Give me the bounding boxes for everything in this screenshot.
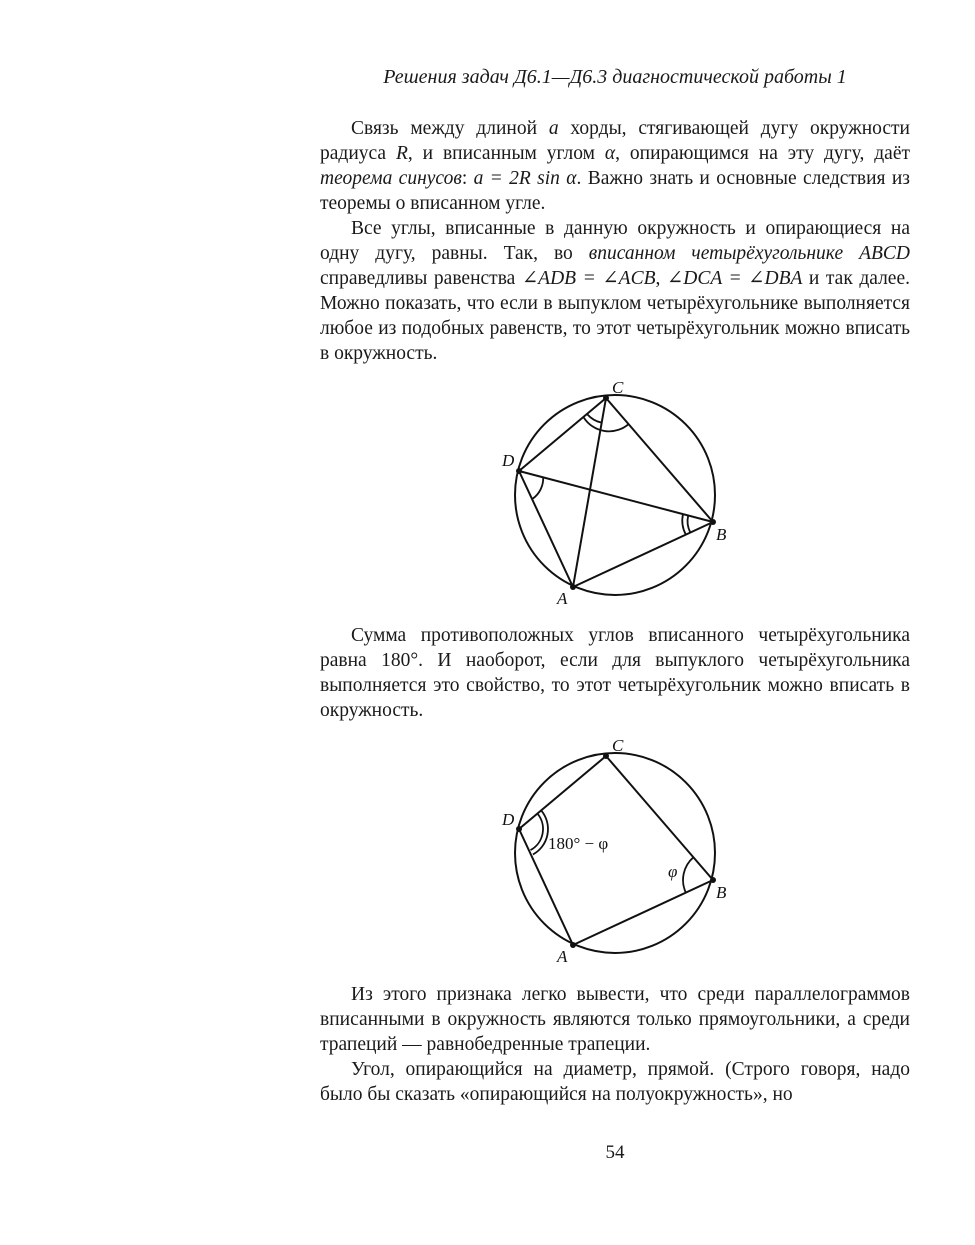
page-number: 54 xyxy=(605,1142,625,1163)
point-c xyxy=(603,395,609,401)
text-span: справедливы равенства xyxy=(320,268,522,289)
text-span: . Важно знать и основные следствия из теоремы о вписанном угле. xyxy=(320,168,911,214)
angle-label-d: 180° − φ xyxy=(548,834,609,853)
math-quad-abcd: ABCD xyxy=(859,243,911,264)
label-a: A xyxy=(557,947,568,966)
angle-arc-d xyxy=(533,477,543,498)
text-span: Связь между длиной xyxy=(351,118,549,139)
text-block-3 xyxy=(320,982,910,1107)
text-span: , xyxy=(655,268,667,289)
text-block-2 xyxy=(320,623,910,723)
text-span: , и вписанным углом xyxy=(407,143,605,164)
angle-label-b: φ xyxy=(668,862,678,881)
angle-arc-c-2 xyxy=(584,418,629,432)
figure-inscribed-angles xyxy=(490,374,740,610)
text-span: хорды, стягивающей дугу окружности радиуса xyxy=(320,118,910,164)
label-b: B xyxy=(716,883,727,902)
text-span xyxy=(843,243,859,264)
running-header: Решения задач Д6.1—Д6.3 диагностической работы 1 xyxy=(383,66,847,88)
math-var-a: a xyxy=(548,118,559,139)
diagonal-db xyxy=(519,471,713,522)
point-d xyxy=(516,826,522,832)
point-a xyxy=(570,942,576,948)
circle xyxy=(515,753,715,953)
paragraph-sine-theorem xyxy=(320,116,910,216)
paragraph-parallelograms: Из этого признака легко вывести, что среди параллелограммов вписанными в окружность являются только прямоугольники, а среди трапеций — равнобедренные трапеции. xyxy=(320,984,910,1055)
angle-arc-b-1 xyxy=(688,516,691,533)
math-equality-1: ∠ADB = ∠ACB xyxy=(521,268,656,289)
angle-arc-b-2 xyxy=(682,514,685,535)
label-d: D xyxy=(502,451,515,470)
point-d xyxy=(516,468,522,474)
paragraph-inscribed-angles xyxy=(320,216,910,366)
text-span: и так далее. Можно показать, что если в выпуклом четырёхугольнике выполняется любое из подобных равенств, то этот четырёхугольник можно вписать в окружность. xyxy=(320,268,910,364)
angle-arc-b xyxy=(683,857,693,892)
label-a: A xyxy=(557,589,568,608)
angle-arc-c-1 xyxy=(588,415,602,423)
text-block-1 xyxy=(320,116,910,366)
point-c xyxy=(603,753,609,759)
math-formula-sine: a = 2R sin α xyxy=(473,168,577,189)
label-c: C xyxy=(612,736,624,755)
label-d: D xyxy=(502,810,515,829)
circle xyxy=(515,395,715,595)
math-var-R: R xyxy=(395,143,408,164)
paragraph-diameter-angle: Угол, опирающийся на диаметр, прямой. (Строго говоря, надо было бы сказать «опирающийся на полуокружность», но xyxy=(320,1059,910,1105)
term-sine-theorem: теорема синусов xyxy=(320,168,462,189)
label-b: B xyxy=(716,525,727,544)
text-span: : xyxy=(461,168,474,189)
text-span: , опирающимся на эту дугу, даёт xyxy=(615,143,910,164)
term-inscribed-quadrilateral: вписанном четырёхугольнике xyxy=(588,243,844,264)
text-span: Все углы, вписанные в данную окружность и опирающиеся на одну дугу, равны. Так, во xyxy=(320,218,910,264)
math-var-alpha: α xyxy=(604,143,616,164)
point-a xyxy=(570,584,576,590)
math-equality-2: ∠DCA = ∠DBA xyxy=(666,268,803,289)
figure-opposite-angles xyxy=(490,732,740,968)
label-c: C xyxy=(612,378,624,397)
quadrilateral-abcd xyxy=(519,398,713,587)
paragraph-opposite-angles: Сумма противоположных углов вписанного четырёхугольника равна 180°. И наоборот, если для выпуклого четырёхугольника выполняется это свойство, то этот четырёхугольник можно вписать в окружность. xyxy=(320,625,910,721)
